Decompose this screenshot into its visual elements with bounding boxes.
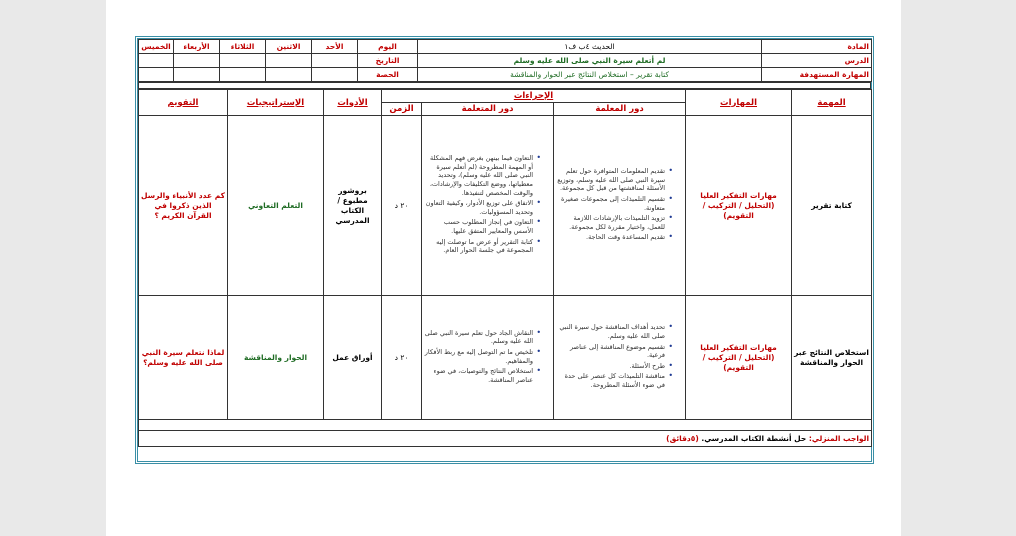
- strategy-cell: التعلم التعاوني: [228, 116, 324, 296]
- homework-text: حل أنشطة الكتاب المدرسي.: [701, 433, 807, 443]
- day-sunday: الأحد: [312, 40, 358, 54]
- homework-minutes: (٥دقائق): [666, 433, 699, 443]
- time-cell: ٢٠ د: [382, 116, 422, 296]
- list-item: • تقديم المعلومات المتوافرة حول تعلم سيرة النبي صلى الله عليه وسلم، وتوزيع الأسئلة لمناقشتها من قبل كل مجموعة.: [556, 167, 673, 193]
- procedures-table: [138, 89, 872, 447]
- evaluation-cell: لماذا نتعلم سيرة النبي صلى الله عليه وسلم؟: [139, 296, 228, 420]
- list-item: • تقسيم موضوع المناقشة إلى عناصر فرعية.: [556, 343, 673, 360]
- list-item: • تلخيص ما تم التوصل إليه مع ربط الأفكار والمفاهيم.: [424, 348, 541, 365]
- list-item: • استخلاص النتائج والتوصيات، في ضوء عناصر المناقشة.: [424, 367, 541, 384]
- subject-label: المادة: [762, 40, 872, 54]
- strategy-cell: الحوار والمناقشة: [228, 296, 324, 420]
- skills-cell: مهارات التفكير العليا (التحليل / التركيب / التقويم): [686, 296, 792, 420]
- header-procedures: الإجراءات: [382, 90, 686, 103]
- evaluation-cell: كم عدد الأنبياء والرسل الذين ذكروا في القرآن الكريم ؟: [139, 116, 228, 296]
- header-teacher-role: دور المعلمة: [554, 103, 686, 116]
- header-student-role: دور المتعلمة: [422, 103, 554, 116]
- skill-value: كتابة تقرير – استخلاص النتائج عبر الحوار والمناقشة: [418, 68, 762, 82]
- header-evaluation: التقويم: [139, 90, 228, 116]
- teacher-role-cell: [554, 116, 686, 296]
- list-item: • كتابة التقرير أو عرض ما توصلت إليه المجموعة في جلسة الحوار العام.: [424, 238, 541, 255]
- list-item: • النقاش الجاد حول تعلم سيرة النبي صلى الله عليه وسلم.: [424, 329, 541, 346]
- list-item: • تقديم المساعدة وقت الحاجة.: [556, 233, 673, 242]
- list-item: • تحديد أهداف المناقشة حول سيرة النبي صلى الله عليه وسلم.: [556, 323, 673, 340]
- task-cell: كتابة تقرير: [792, 116, 872, 296]
- subject-value: الحديث ٤ب ف١: [418, 40, 762, 54]
- list-item: • الاتفاق على توزيع الأدوار، وكيفية التعاون وتحديد المسؤوليات.: [424, 199, 541, 216]
- list-item: • طرح الأسئلة.: [556, 362, 673, 371]
- day-monday: الاثنين: [266, 40, 312, 54]
- day-label: اليوم: [358, 40, 418, 54]
- student-role-cell: [422, 116, 554, 296]
- header-task: المهمة: [792, 90, 872, 116]
- list-item: • التعاون فيما بينهن بغرض فهم المشكلة أو المهمة المطروحة (لم أتعلم سيرة النبي صلى الله عليه وسلم)، وتحديد معطياتها، ووضع التكليفات والإرشادات، والوقت المخصص لتنفيذها.: [424, 154, 541, 197]
- table-row: [139, 116, 872, 296]
- tools-cell: أوراق عمل: [324, 296, 382, 420]
- tools-cell: بروشور مطبوع / الكتاب المدرسي: [324, 116, 382, 296]
- table-row: [139, 296, 872, 420]
- task-cell: استخلاص النتائج عبر الحوار والمناقشة: [792, 296, 872, 420]
- teacher-role-cell: [554, 296, 686, 420]
- header-table: [138, 39, 872, 82]
- list-item: • تزويد التلميذات بالإرشادات اللازمة للعمل، واختيار مقررة لكل مجموعة.: [556, 214, 673, 231]
- skill-label: المهارة المستهدفة: [762, 68, 872, 82]
- day-wednesday: الأربعاء: [174, 40, 220, 54]
- list-item: • تقسيم التلميذات إلى مجموعات صغيرة متعاونة.: [556, 195, 673, 212]
- homework-label: الواجب المنزلي:: [808, 433, 870, 443]
- time-cell: ٢٠ د: [382, 296, 422, 420]
- list-item: • مناقشة التلميذات كل عنصر على حدة في ضوء الأسئلة المطروحة.: [556, 372, 673, 389]
- student-role-cell: [422, 296, 554, 420]
- date-label: التاريخ: [358, 54, 418, 68]
- list-item: • التعاون في إنجاز المطلوب حسب الأسس والمعايير المتفق عليها.: [424, 218, 541, 235]
- spacer-table: [138, 82, 871, 89]
- skills-cell: مهارات التفكير العليا (التحليل / التركيب / التقويم): [686, 116, 792, 296]
- lesson-label: الدرس: [762, 54, 872, 68]
- header-skills: المهارات: [686, 90, 792, 116]
- lesson-plan-frame: [135, 36, 874, 464]
- lesson-value: لم أتعلم سيرة النبي صلى الله عليه وسلم: [418, 54, 762, 68]
- day-thursday: الخميس: [139, 40, 174, 54]
- homework-cell: [139, 431, 872, 447]
- period-label: الحصة: [358, 68, 418, 82]
- header-strategies: الإستراتيجيات: [228, 90, 324, 116]
- header-tools: الأدوات: [324, 90, 382, 116]
- document-page: [106, 0, 901, 536]
- day-tuesday: الثلاثاء: [220, 40, 266, 54]
- header-time: الزمن: [382, 103, 422, 116]
